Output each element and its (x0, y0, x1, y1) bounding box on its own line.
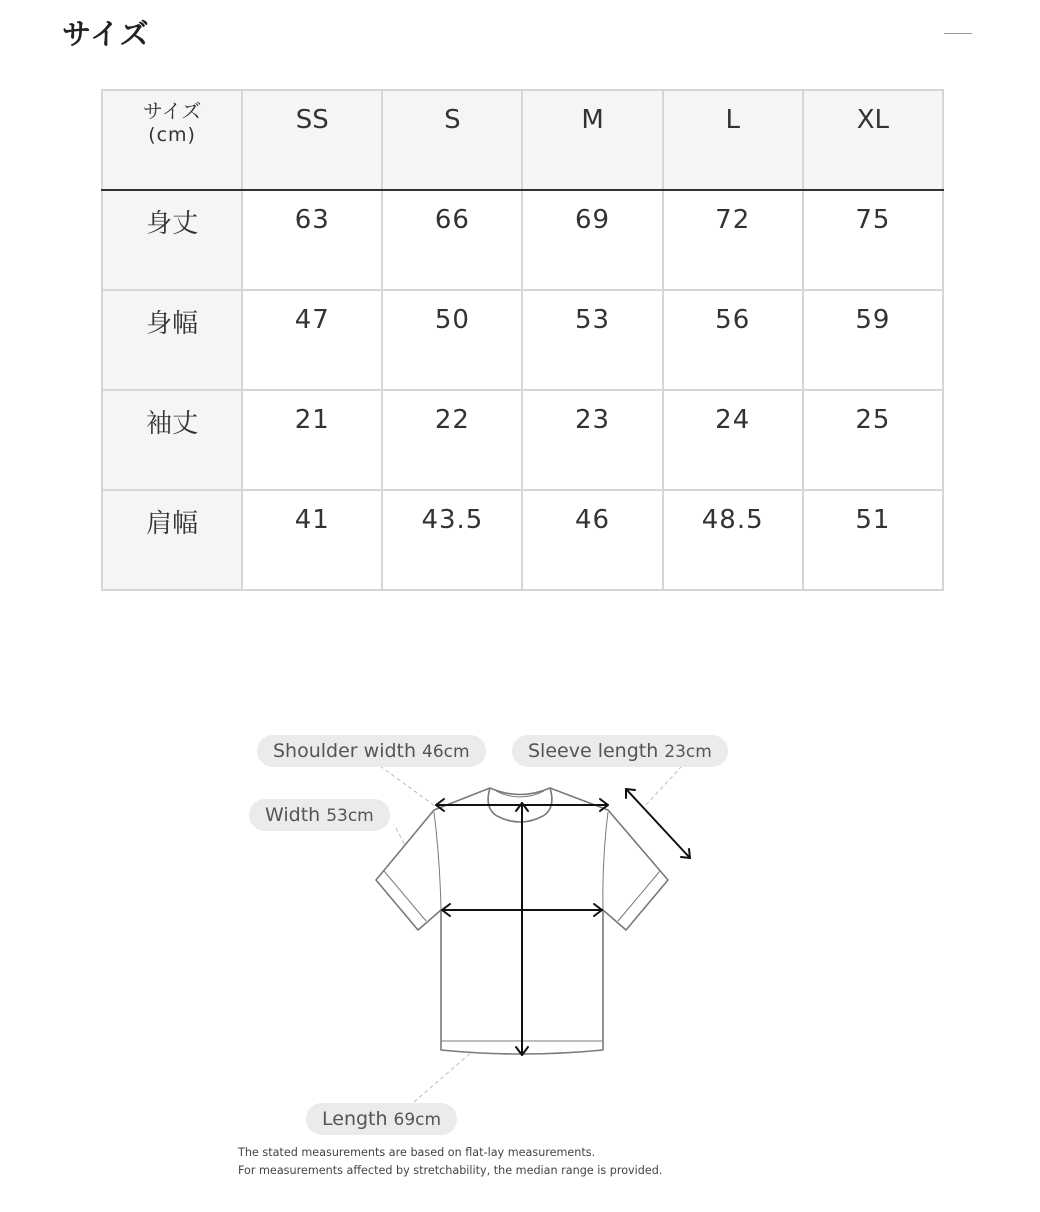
table-cell: 63 (242, 190, 382, 290)
table-row (102, 490, 943, 590)
sleeve-length-label-text: Sleeve length (528, 740, 659, 762)
corner-label: サイズ (142, 99, 202, 123)
sleeve-length-arrow (626, 789, 690, 858)
collar-shape (488, 788, 552, 822)
row-label: 肩幅 (102, 490, 242, 590)
row-label: 身丈 (102, 190, 242, 290)
table-cell: 22 (382, 390, 522, 490)
table-cell: 53 (522, 290, 662, 390)
width-label (249, 799, 390, 831)
measurement-note: For measurements affected by stretchability, the median range is provided. (238, 1164, 663, 1177)
table-cell: 72 (663, 190, 803, 290)
table-cell: 41 (242, 490, 382, 590)
table-cell: 48.5 (663, 490, 803, 590)
armhole-right (603, 812, 608, 910)
width-leader-line (396, 828, 440, 912)
table-cell: 25 (803, 390, 943, 490)
corner-cell (102, 90, 242, 190)
table-cell: 56 (663, 290, 803, 390)
size-header: SS (242, 90, 382, 190)
table-cell: 24 (663, 390, 803, 490)
table-cell: 46 (522, 490, 662, 590)
page-title: サイズ (62, 17, 150, 51)
sleeve-hem-left (384, 871, 426, 921)
shoulder-width-value: 46cm (422, 742, 470, 762)
table-cell: 51 (803, 490, 943, 590)
row-label: 身幅 (102, 290, 242, 390)
sleeve-hem-right (618, 871, 660, 921)
sleeve-length-label (512, 735, 728, 767)
body-width-arrow (442, 904, 602, 916)
table-row (102, 290, 943, 390)
table-header-row (102, 90, 943, 190)
collar-inner-shape (496, 791, 544, 797)
table-cell: 66 (382, 190, 522, 290)
table-cell: 47 (242, 290, 382, 390)
table-cell: 59 (803, 290, 943, 390)
table-cell: 69 (522, 190, 662, 290)
table-cell: 75 (803, 190, 943, 290)
width-label-text: Width (265, 804, 321, 826)
table-cell: 23 (522, 390, 662, 490)
length-label (306, 1103, 457, 1135)
sleeve-length-value: 23cm (664, 742, 712, 762)
table-row (102, 390, 943, 490)
table-cell: 21 (242, 390, 382, 490)
minus-icon (944, 33, 972, 34)
size-table (101, 89, 944, 591)
size-header: S (382, 90, 522, 190)
length-value: 69cm (393, 1110, 442, 1130)
measurement-arrows (436, 789, 690, 1055)
shoulder-leader-line (380, 766, 435, 806)
tshirt-outline (376, 788, 668, 1054)
measurement-note: The stated measurements are based on flat-lay measurements. (238, 1146, 596, 1159)
table-cell: 43.5 (382, 490, 522, 590)
shoulder-width-label-text: Shoulder width (273, 740, 417, 762)
size-header: M (522, 90, 662, 190)
leader-lines (380, 766, 682, 1102)
collapse-toggle-button[interactable] (944, 22, 972, 46)
sleeve-leader-line (645, 766, 682, 806)
table-row (102, 190, 943, 290)
tshirt-body-shape (376, 788, 668, 1054)
corner-unit: (cm) (148, 124, 196, 146)
row-label: 袖丈 (102, 390, 242, 490)
width-value: 53cm (326, 806, 374, 826)
shoulder-width-label (257, 735, 486, 767)
armhole-left (434, 812, 441, 910)
length-leader-line (414, 1012, 518, 1102)
length-arrow (516, 803, 528, 1055)
size-header: L (663, 90, 803, 190)
shoulder-width-arrow (436, 799, 608, 811)
length-label-text: Length (322, 1108, 388, 1130)
table-cell: 50 (382, 290, 522, 390)
size-header: XL (803, 90, 943, 190)
